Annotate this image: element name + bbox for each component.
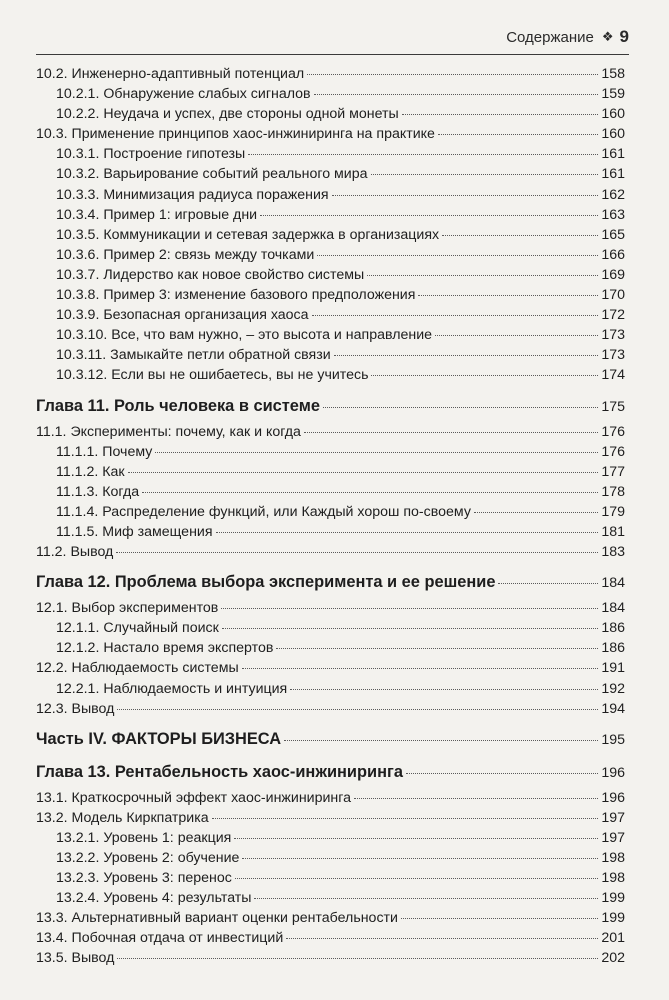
toc-entry-title: 10.3. Применение принципов хаос-инжиниринга на практике (36, 126, 435, 143)
toc-page-number: 179 (601, 503, 625, 520)
toc-entry (36, 205, 625, 225)
toc-entry-title: 10.3.12. Если вы не ошибаетесь, вы не учитесь (56, 367, 369, 384)
toc-entry (36, 245, 625, 265)
toc-entry-title: 13.2.2. Уровень 2: обучение (56, 850, 240, 866)
dot-leader (371, 174, 599, 175)
toc-page-number: 159 (601, 86, 625, 103)
toc-page-number: 191 (601, 660, 625, 677)
toc-entry (36, 365, 625, 385)
toc-entry-title: 12.1.2. Настало время экспертов (56, 640, 274, 657)
toc-page-number: 170 (601, 287, 625, 304)
toc-entry-title: 10.3.6. Пример 2: связь между точками (56, 246, 315, 263)
toc-page-number: 197 (601, 809, 625, 826)
toc-entry (36, 868, 625, 888)
toc-page-number: 183 (601, 544, 625, 561)
toc-entry (36, 305, 625, 325)
toc-entry (36, 928, 625, 948)
toc-entry (36, 285, 625, 305)
toc-entry-title: Глава 11. Роль человека в системе (36, 396, 320, 415)
dot-leader (284, 740, 598, 741)
toc-entry (36, 522, 625, 542)
toc-entry-title: Часть IV. ФАКТОРЫ БИЗНЕСА (36, 729, 282, 748)
toc-entry (36, 345, 625, 365)
toc-entry (36, 442, 625, 462)
toc-entry (36, 64, 625, 84)
toc-page-number: 199 (601, 910, 625, 927)
toc-entry-title: 12.1.1. Случайный поиск (56, 620, 219, 637)
dot-leader (234, 838, 598, 839)
toc-entry-title: 10.3.5. Коммуникации и сетевая задержка в организациях (56, 226, 440, 243)
toc-chapter-entry (36, 727, 625, 752)
toc-page-number: 196 (601, 789, 625, 806)
dot-leader (116, 552, 598, 553)
toc-entry (36, 638, 625, 658)
header-section-title: Содержание (506, 28, 594, 46)
toc-page-number: 181 (601, 523, 625, 540)
toc-entry-title: 12.3. Вывод (36, 700, 115, 717)
dot-leader (418, 295, 598, 296)
toc-chapter-entry (36, 760, 625, 785)
toc-entry-title: 10.3.1. Построение гипотезы (56, 146, 246, 163)
dot-leader (334, 355, 599, 356)
dot-leader (312, 315, 599, 316)
toc-entry-title: 13.2.4. Уровень 4: результаты (56, 890, 252, 907)
toc-page-number: 199 (601, 890, 625, 907)
toc-page-number: 176 (601, 443, 625, 460)
toc-page-number: 161 (601, 166, 625, 183)
toc-page-number: 174 (601, 367, 625, 384)
dot-leader (221, 608, 598, 609)
toc-entry-title: 13.2.3. Уровень 3: перенос (56, 870, 232, 887)
dot-leader (317, 255, 598, 256)
toc-entry (36, 325, 625, 345)
toc-page-number: 169 (601, 266, 625, 283)
dot-leader (307, 74, 598, 75)
toc-entry (36, 679, 625, 699)
dot-leader (155, 452, 598, 453)
toc-entry (36, 828, 625, 848)
dot-leader (242, 668, 599, 669)
toc-entry-title: 13.3. Альтернативный вариант оценки рентабельности (36, 910, 398, 927)
toc-page-number: 184 (601, 600, 625, 617)
toc-page-number: 160 (601, 126, 625, 143)
toc-page-number: 162 (601, 186, 625, 203)
dot-leader (286, 938, 598, 939)
toc-entry-title: 11.2. Вывод (36, 544, 114, 561)
toc-entry-title: 13.2.1. Уровень 1: реакция (56, 829, 232, 846)
dot-leader (442, 235, 598, 236)
toc-page-number: 186 (601, 620, 625, 637)
toc-entry (36, 658, 625, 678)
toc-entry (36, 699, 625, 719)
toc-page-number: 161 (601, 146, 625, 163)
toc-entry-title: 10.3.10. Все, что вам нужно, – это высота и направление (56, 327, 433, 344)
toc-entry (36, 164, 625, 184)
dot-leader (332, 195, 599, 196)
toc-page-number: 163 (601, 206, 625, 223)
toc-page-number: 184 (601, 575, 625, 592)
toc-entry (36, 848, 625, 868)
toc-entry-title: 10.3.7. Лидерство как новое свойство системы (56, 266, 365, 283)
running-header (36, 20, 629, 55)
table-of-contents (36, 64, 625, 969)
toc-entry-title: 13.4. Побочная отдача от инвестиций (36, 930, 284, 947)
toc-entry-title: 12.2.1. Наблюдаемость и интуиция (56, 680, 288, 697)
dot-leader (242, 858, 598, 859)
dot-leader (216, 532, 599, 533)
dot-leader (212, 818, 599, 819)
toc-entry (36, 225, 625, 245)
dot-leader (354, 798, 598, 799)
toc-page-number: 194 (601, 700, 625, 717)
toc-entry-title: 10.3.4. Пример 1: игровые дни (56, 206, 258, 223)
toc-entry-title: 11.1.5. Миф замещения (56, 523, 213, 540)
toc-entry-title: 12.2. Наблюдаемость системы (36, 660, 239, 677)
toc-entry (36, 888, 625, 908)
toc-entry (36, 462, 625, 482)
toc-chapter-entry (36, 394, 625, 419)
dot-leader (435, 335, 598, 336)
toc-entry-title: 10.3.8. Пример 3: изменение базового предположения (56, 287, 416, 304)
dot-leader (128, 472, 599, 473)
toc-entry (36, 482, 625, 502)
toc-page-number: 198 (601, 870, 625, 887)
dot-leader (117, 709, 598, 710)
toc-entry-title: 10.3.2. Варьирование событий реального мира (56, 166, 368, 183)
dot-leader (260, 215, 598, 216)
toc-page-number: 175 (601, 398, 625, 415)
toc-entry (36, 124, 625, 144)
toc-page-number: 198 (601, 850, 625, 866)
header-ornament-icon: ❖ (601, 29, 614, 44)
toc-entry-title: 11.1.3. Когда (56, 483, 140, 500)
toc-entry (36, 542, 625, 562)
toc-page-number: 172 (601, 307, 625, 324)
toc-entry (36, 948, 625, 968)
dot-leader (367, 275, 598, 276)
toc-entry-title: 10.2.1. Обнаружение слабых сигналов (56, 86, 311, 103)
toc-chapter-entry (36, 570, 625, 595)
toc-entry-title: 10.3.3. Минимизация радиуса поражения (56, 186, 329, 203)
dot-leader (323, 407, 598, 408)
dot-leader (142, 492, 598, 493)
dot-leader (406, 773, 598, 774)
toc-entry (36, 598, 625, 618)
toc-entry (36, 265, 625, 285)
toc-entry-title: 10.3.11. Замыкайте петли обратной связи (56, 347, 331, 364)
toc-page-number: 177 (601, 463, 625, 480)
toc-page-number: 197 (601, 829, 625, 846)
toc-page-number: 178 (601, 483, 625, 500)
dot-leader (498, 583, 598, 584)
toc-entry-title: 13.2. Модель Киркпатрика (36, 809, 209, 826)
toc-entry-title: 13.1. Краткосрочный эффект хаос-инжиниринга (36, 789, 351, 806)
dot-leader (314, 94, 599, 95)
dot-leader (371, 375, 598, 376)
dot-leader (290, 689, 598, 690)
dot-leader (248, 154, 598, 155)
toc-entry-title: 10.2.2. Неудача и успех, две стороны одной монеты (56, 106, 399, 123)
toc-page-number: 192 (601, 680, 625, 697)
toc-entry (36, 788, 625, 808)
dot-leader (235, 878, 598, 879)
toc-page-number: 158 (601, 66, 625, 82)
toc-page-number: 201 (601, 930, 625, 947)
dot-leader (276, 648, 598, 649)
toc-entry-title: Глава 12. Проблема выбора эксперимента и ее решение (36, 573, 496, 592)
toc-entry-title: 11.1.2. Как (56, 463, 125, 480)
toc-entry-title: 12.1. Выбор экспериментов (36, 600, 219, 617)
toc-page-number: 186 (601, 640, 625, 657)
toc-page-number: 195 (601, 731, 625, 748)
toc-page-number: 165 (601, 226, 625, 243)
toc-entry-title: 10.3.9. Безопасная организация хаоса (56, 307, 309, 324)
dot-leader (438, 134, 598, 135)
toc-page-number: 202 (601, 950, 625, 967)
toc-page-number: 176 (601, 423, 625, 440)
toc-entry-title: 11.1.4. Распределение функций, или Каждый хорош по-своему (56, 503, 471, 520)
dot-leader (474, 512, 598, 513)
toc-entry (36, 144, 625, 164)
header-page-number: 9 (619, 27, 629, 46)
toc-entry (36, 808, 625, 828)
dot-leader (117, 958, 598, 959)
toc-entry-title: 13.5. Вывод (36, 950, 115, 967)
dot-leader (222, 628, 598, 629)
toc-entry (36, 104, 625, 124)
toc-entry-title: Глава 13. Рентабельность хаос-инжиниринга (36, 762, 403, 781)
dot-leader (304, 432, 598, 433)
dot-leader (401, 918, 598, 919)
toc-entry (36, 908, 625, 928)
toc-entry-title: 11.1. Эксперименты: почему, как и когда (36, 423, 301, 440)
toc-page-number: 196 (601, 764, 625, 781)
toc-entry (36, 502, 625, 522)
toc-entry-title: 11.1.1. Почему (56, 443, 153, 460)
toc-page-number: 173 (601, 327, 625, 344)
toc-entry (36, 618, 625, 638)
dot-leader (402, 114, 599, 115)
toc-entry-title: 10.2. Инженерно-адаптивный потенциал (36, 66, 305, 82)
toc-entry (36, 422, 625, 442)
toc-page-number: 173 (601, 347, 625, 364)
toc-entry (36, 185, 625, 205)
dot-leader (254, 898, 598, 899)
toc-entry (36, 84, 625, 104)
toc-page-number: 160 (601, 106, 625, 123)
toc-page-number: 166 (601, 246, 625, 263)
